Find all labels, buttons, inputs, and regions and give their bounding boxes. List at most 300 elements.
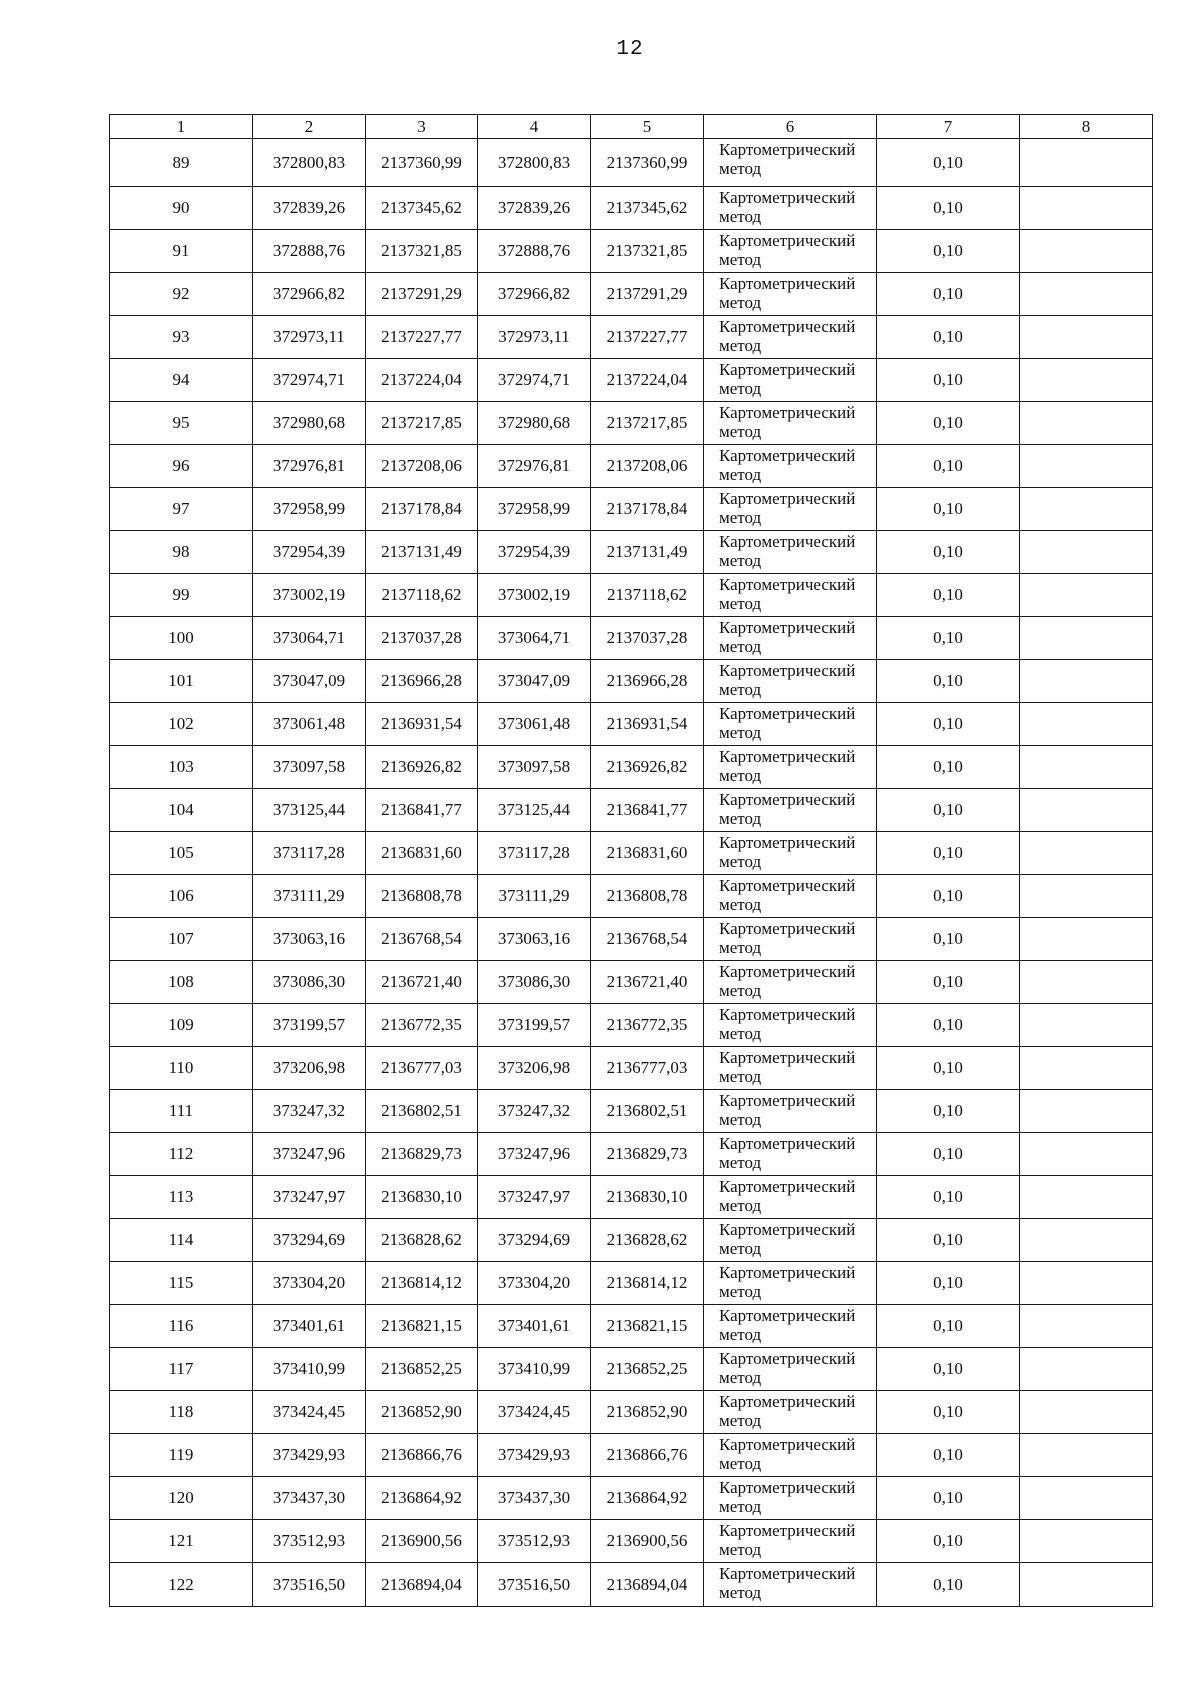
method-text-line2: метод	[719, 766, 762, 785]
y-coordinate-new-cell: 2137217,85	[591, 402, 704, 445]
note-cell	[1020, 789, 1153, 832]
note-cell	[1020, 139, 1153, 187]
note-cell	[1020, 1219, 1153, 1262]
page-number: 12	[616, 38, 644, 61]
x-coordinate-new-cell: 372839,26	[478, 187, 591, 230]
x-coordinate-new-cell: 373424,45	[478, 1391, 591, 1434]
accuracy-cell: 0,10	[877, 703, 1020, 746]
table-row	[110, 961, 1153, 1004]
accuracy-cell: 0,10	[877, 1219, 1020, 1262]
method-text-line1: Картометрический	[719, 833, 856, 852]
x-coordinate-new-cell: 373125,44	[478, 789, 591, 832]
point-number-cell: 114	[110, 1219, 253, 1262]
table-row	[110, 1563, 1153, 1607]
point-number-cell: 96	[110, 445, 253, 488]
table-row	[110, 617, 1153, 660]
x-coordinate-cell: 373047,09	[253, 660, 366, 703]
point-number-cell: 95	[110, 402, 253, 445]
accuracy-cell: 0,10	[877, 832, 1020, 875]
accuracy-cell: 0,10	[877, 1262, 1020, 1305]
table-row	[110, 139, 1153, 187]
method-cell	[704, 1176, 877, 1219]
point-number-cell: 102	[110, 703, 253, 746]
point-number-cell: 117	[110, 1348, 253, 1391]
method-text-line1: Картометрический	[719, 1177, 856, 1196]
point-number-cell: 99	[110, 574, 253, 617]
method-cell	[704, 875, 877, 918]
y-coordinate-new-cell: 2136900,56	[591, 1520, 704, 1563]
note-cell	[1020, 230, 1153, 273]
accuracy-cell: 0,10	[877, 531, 1020, 574]
note-cell	[1020, 316, 1153, 359]
table-row	[110, 1348, 1153, 1391]
note-cell	[1020, 1434, 1153, 1477]
y-coordinate-cell: 2136866,76	[366, 1434, 478, 1477]
x-coordinate-cell: 373199,57	[253, 1004, 366, 1047]
x-coordinate-cell: 373437,30	[253, 1477, 366, 1520]
y-coordinate-cell: 2136926,82	[366, 746, 478, 789]
accuracy-cell: 0,10	[877, 316, 1020, 359]
y-coordinate-new-cell: 2137178,84	[591, 488, 704, 531]
column-header: 4	[478, 115, 591, 139]
coordinates-table	[109, 114, 1153, 1607]
point-number-cell: 90	[110, 187, 253, 230]
point-number-cell: 101	[110, 660, 253, 703]
y-coordinate-cell: 2136852,25	[366, 1348, 478, 1391]
note-cell	[1020, 445, 1153, 488]
table-row	[110, 789, 1153, 832]
accuracy-cell: 0,10	[877, 574, 1020, 617]
x-coordinate-new-cell: 373086,30	[478, 961, 591, 1004]
note-cell	[1020, 359, 1153, 402]
method-text-line1: Картометрический	[719, 532, 856, 551]
accuracy-cell: 0,10	[877, 1477, 1020, 1520]
x-coordinate-new-cell: 373304,20	[478, 1262, 591, 1305]
table-row	[110, 488, 1153, 531]
note-cell	[1020, 660, 1153, 703]
note-cell	[1020, 746, 1153, 789]
x-coordinate-new-cell: 373512,93	[478, 1520, 591, 1563]
table-row	[110, 918, 1153, 961]
method-text-line2: метод	[719, 159, 762, 178]
method-text-line2: метод	[719, 250, 762, 269]
method-text-line2: метод	[719, 1325, 762, 1344]
y-coordinate-new-cell: 2136852,90	[591, 1391, 704, 1434]
x-coordinate-new-cell: 373117,28	[478, 832, 591, 875]
column-header: 3	[366, 115, 478, 139]
method-text-line1: Картометрический	[719, 1220, 856, 1239]
y-coordinate-new-cell: 2137345,62	[591, 187, 704, 230]
y-coordinate-cell: 2136777,03	[366, 1047, 478, 1090]
x-coordinate-new-cell: 372974,71	[478, 359, 591, 402]
x-coordinate-new-cell: 372973,11	[478, 316, 591, 359]
method-text-line2: метод	[719, 551, 762, 570]
method-cell	[704, 746, 877, 789]
accuracy-cell: 0,10	[877, 1305, 1020, 1348]
y-coordinate-new-cell: 2137227,77	[591, 316, 704, 359]
point-number-cell: 110	[110, 1047, 253, 1090]
method-text-line2: метод	[719, 895, 762, 914]
x-coordinate-new-cell: 372980,68	[478, 402, 591, 445]
note-cell	[1020, 531, 1153, 574]
method-cell	[704, 488, 877, 531]
accuracy-cell: 0,10	[877, 1176, 1020, 1219]
x-coordinate-new-cell: 373061,48	[478, 703, 591, 746]
point-number-cell: 91	[110, 230, 253, 273]
method-text-line2: метод	[719, 723, 762, 742]
column-header: 8	[1020, 115, 1153, 139]
accuracy-cell: 0,10	[877, 1434, 1020, 1477]
method-text-line1: Картометрический	[719, 575, 856, 594]
y-coordinate-new-cell: 2137291,29	[591, 273, 704, 316]
y-coordinate-cell: 2136831,60	[366, 832, 478, 875]
method-text-line1: Картометрический	[719, 1048, 856, 1067]
point-number-cell: 116	[110, 1305, 253, 1348]
x-coordinate-new-cell: 373401,61	[478, 1305, 591, 1348]
method-text-line1: Картометрический	[719, 231, 856, 250]
x-coordinate-cell: 373064,71	[253, 617, 366, 660]
y-coordinate-new-cell: 2136830,10	[591, 1176, 704, 1219]
x-coordinate-new-cell: 373294,69	[478, 1219, 591, 1262]
y-coordinate-new-cell: 2137037,28	[591, 617, 704, 660]
x-coordinate-new-cell: 372958,99	[478, 488, 591, 531]
note-cell	[1020, 1305, 1153, 1348]
x-coordinate-cell: 373401,61	[253, 1305, 366, 1348]
method-cell	[704, 402, 877, 445]
x-coordinate-new-cell: 373199,57	[478, 1004, 591, 1047]
table-row	[110, 1219, 1153, 1262]
method-text-line1: Картометрический	[719, 274, 856, 293]
method-text-line1: Картометрический	[719, 360, 856, 379]
method-text-line2: метод	[719, 1454, 762, 1473]
x-coordinate-new-cell: 372800,83	[478, 139, 591, 187]
x-coordinate-cell: 373410,99	[253, 1348, 366, 1391]
point-number-cell: 113	[110, 1176, 253, 1219]
x-coordinate-cell: 372976,81	[253, 445, 366, 488]
y-coordinate-new-cell: 2136821,15	[591, 1305, 704, 1348]
table-row	[110, 660, 1153, 703]
method-text-line2: метод	[719, 1282, 762, 1301]
point-number-cell: 105	[110, 832, 253, 875]
y-coordinate-new-cell: 2137131,49	[591, 531, 704, 574]
y-coordinate-cell: 2136841,77	[366, 789, 478, 832]
method-text-line1: Картометрический	[719, 962, 856, 981]
x-coordinate-cell: 373086,30	[253, 961, 366, 1004]
method-text-line1: Картометрический	[719, 1521, 856, 1540]
x-coordinate-new-cell: 373064,71	[478, 617, 591, 660]
method-text-line1: Картометрический	[719, 1091, 856, 1110]
method-cell	[704, 1047, 877, 1090]
method-text-line1: Картометрический	[719, 1306, 856, 1325]
x-coordinate-new-cell: 373111,29	[478, 875, 591, 918]
method-text-line1: Картометрический	[719, 876, 856, 895]
method-cell	[704, 617, 877, 660]
table-row	[110, 230, 1153, 273]
y-coordinate-cell: 2136830,10	[366, 1176, 478, 1219]
x-coordinate-new-cell: 373002,19	[478, 574, 591, 617]
method-cell	[704, 1391, 877, 1434]
method-text-line2: метод	[719, 422, 762, 441]
y-coordinate-cell: 2136852,90	[366, 1391, 478, 1434]
method-cell	[704, 1563, 877, 1607]
method-text-line1: Картометрический	[719, 661, 856, 680]
table-row	[110, 1090, 1153, 1133]
point-number-cell: 97	[110, 488, 253, 531]
y-coordinate-cell: 2137178,84	[366, 488, 478, 531]
method-text-line2: метод	[719, 336, 762, 355]
method-text-line1: Картометрический	[719, 1478, 856, 1497]
y-coordinate-new-cell: 2136772,35	[591, 1004, 704, 1047]
y-coordinate-new-cell: 2136831,60	[591, 832, 704, 875]
y-coordinate-cell: 2137321,85	[366, 230, 478, 273]
y-coordinate-new-cell: 2137224,04	[591, 359, 704, 402]
method-cell	[704, 273, 877, 316]
point-number-cell: 122	[110, 1563, 253, 1607]
method-cell	[704, 531, 877, 574]
method-text-line2: метод	[719, 1497, 762, 1516]
x-coordinate-cell: 373247,32	[253, 1090, 366, 1133]
x-coordinate-cell: 372888,76	[253, 230, 366, 273]
x-coordinate-cell: 373247,97	[253, 1176, 366, 1219]
y-coordinate-cell: 2136808,78	[366, 875, 478, 918]
method-text-line1: Картометрический	[719, 140, 856, 159]
x-coordinate-new-cell: 373247,96	[478, 1133, 591, 1176]
method-text-line2: метод	[719, 508, 762, 527]
x-coordinate-new-cell: 373429,93	[478, 1434, 591, 1477]
y-coordinate-new-cell: 2136894,04	[591, 1563, 704, 1607]
y-coordinate-cell: 2136814,12	[366, 1262, 478, 1305]
method-text-line1: Картометрический	[719, 188, 856, 207]
column-header: 5	[591, 115, 704, 139]
method-text-line1: Картометрический	[719, 489, 856, 508]
note-cell	[1020, 187, 1153, 230]
method-text-line1: Картометрический	[719, 1564, 856, 1583]
x-coordinate-cell: 373304,20	[253, 1262, 366, 1305]
method-text-line1: Картометрический	[719, 1134, 856, 1153]
method-text-line1: Картометрический	[719, 446, 856, 465]
table-row	[110, 402, 1153, 445]
x-coordinate-new-cell: 373247,32	[478, 1090, 591, 1133]
method-text-line1: Картометрический	[719, 403, 856, 422]
method-cell	[704, 574, 877, 617]
method-cell	[704, 703, 877, 746]
accuracy-cell: 0,10	[877, 1090, 1020, 1133]
note-cell	[1020, 703, 1153, 746]
accuracy-cell: 0,10	[877, 660, 1020, 703]
accuracy-cell: 0,10	[877, 1004, 1020, 1047]
accuracy-cell: 0,10	[877, 1391, 1020, 1434]
x-coordinate-cell: 373206,98	[253, 1047, 366, 1090]
point-number-cell: 93	[110, 316, 253, 359]
y-coordinate-cell: 2136828,62	[366, 1219, 478, 1262]
method-cell	[704, 1305, 877, 1348]
y-coordinate-cell: 2136966,28	[366, 660, 478, 703]
accuracy-cell: 0,10	[877, 187, 1020, 230]
x-coordinate-cell: 372839,26	[253, 187, 366, 230]
x-coordinate-new-cell: 373247,97	[478, 1176, 591, 1219]
note-cell	[1020, 617, 1153, 660]
note-cell	[1020, 1090, 1153, 1133]
y-coordinate-cell: 2137224,04	[366, 359, 478, 402]
method-text-line2: метод	[719, 379, 762, 398]
note-cell	[1020, 961, 1153, 1004]
accuracy-cell: 0,10	[877, 1520, 1020, 1563]
table-row	[110, 1477, 1153, 1520]
x-coordinate-cell: 373424,45	[253, 1391, 366, 1434]
method-cell	[704, 1219, 877, 1262]
method-text-line2: метод	[719, 1196, 762, 1215]
x-coordinate-cell: 373294,69	[253, 1219, 366, 1262]
table-row	[110, 1434, 1153, 1477]
table-row	[110, 187, 1153, 230]
y-coordinate-new-cell: 2136931,54	[591, 703, 704, 746]
table-row	[110, 1176, 1153, 1219]
accuracy-cell: 0,10	[877, 445, 1020, 488]
x-coordinate-cell: 372974,71	[253, 359, 366, 402]
point-number-cell: 118	[110, 1391, 253, 1434]
table-row	[110, 1520, 1153, 1563]
method-text-line1: Картометрический	[719, 1005, 856, 1024]
method-cell	[704, 789, 877, 832]
x-coordinate-cell: 373516,50	[253, 1563, 366, 1607]
note-cell	[1020, 1391, 1153, 1434]
method-text-line1: Картометрический	[719, 747, 856, 766]
y-coordinate-cell: 2136802,51	[366, 1090, 478, 1133]
method-cell	[704, 1520, 877, 1563]
table-row	[110, 875, 1153, 918]
method-cell	[704, 359, 877, 402]
x-coordinate-cell: 372800,83	[253, 139, 366, 187]
table-row	[110, 832, 1153, 875]
x-coordinate-cell: 373512,93	[253, 1520, 366, 1563]
y-coordinate-new-cell: 2136802,51	[591, 1090, 704, 1133]
x-coordinate-cell: 373002,19	[253, 574, 366, 617]
x-coordinate-cell: 372966,82	[253, 273, 366, 316]
x-coordinate-cell: 372980,68	[253, 402, 366, 445]
method-text-line1: Картометрический	[719, 618, 856, 637]
table-row	[110, 1262, 1153, 1305]
method-text-line2: метод	[719, 1239, 762, 1258]
y-coordinate-new-cell: 2136721,40	[591, 961, 704, 1004]
method-text-line2: метод	[719, 207, 762, 226]
note-cell	[1020, 488, 1153, 531]
point-number-cell: 98	[110, 531, 253, 574]
x-coordinate-new-cell: 372954,39	[478, 531, 591, 574]
method-cell	[704, 918, 877, 961]
note-cell	[1020, 832, 1153, 875]
method-cell	[704, 1004, 877, 1047]
accuracy-cell: 0,10	[877, 1047, 1020, 1090]
point-number-cell: 108	[110, 961, 253, 1004]
point-number-cell: 104	[110, 789, 253, 832]
note-cell	[1020, 1047, 1153, 1090]
y-coordinate-cell: 2137345,62	[366, 187, 478, 230]
y-coordinate-cell: 2136894,04	[366, 1563, 478, 1607]
y-coordinate-new-cell: 2136808,78	[591, 875, 704, 918]
method-cell	[704, 660, 877, 703]
y-coordinate-new-cell: 2136828,62	[591, 1219, 704, 1262]
method-text-line1: Картометрический	[719, 1263, 856, 1282]
method-cell	[704, 187, 877, 230]
method-cell	[704, 1090, 877, 1133]
x-coordinate-new-cell: 373206,98	[478, 1047, 591, 1090]
y-coordinate-cell: 2137208,06	[366, 445, 478, 488]
table-row	[110, 316, 1153, 359]
accuracy-cell: 0,10	[877, 359, 1020, 402]
point-number-cell: 107	[110, 918, 253, 961]
y-coordinate-new-cell: 2136814,12	[591, 1262, 704, 1305]
method-text-line2: метод	[719, 465, 762, 484]
point-number-cell: 109	[110, 1004, 253, 1047]
y-coordinate-new-cell: 2136926,82	[591, 746, 704, 789]
y-coordinate-cell: 2136721,40	[366, 961, 478, 1004]
method-text-line2: метод	[719, 938, 762, 957]
method-text-line2: метод	[719, 852, 762, 871]
method-text-line1: Картометрический	[719, 1435, 856, 1454]
column-header: 6	[704, 115, 877, 139]
method-text-line1: Картометрический	[719, 317, 856, 336]
method-cell	[704, 316, 877, 359]
method-text-line2: метод	[719, 1411, 762, 1430]
table-row	[110, 1305, 1153, 1348]
method-text-line1: Картометрический	[719, 704, 856, 723]
note-cell	[1020, 1262, 1153, 1305]
method-cell	[704, 139, 877, 187]
table-row	[110, 273, 1153, 316]
method-text-line2: метод	[719, 809, 762, 828]
method-text-line2: метод	[719, 1368, 762, 1387]
accuracy-cell: 0,10	[877, 918, 1020, 961]
y-coordinate-new-cell: 2137360,99	[591, 139, 704, 187]
y-coordinate-cell: 2136768,54	[366, 918, 478, 961]
x-coordinate-new-cell: 373063,16	[478, 918, 591, 961]
x-coordinate-cell: 373117,28	[253, 832, 366, 875]
point-number-cell: 103	[110, 746, 253, 789]
table-row	[110, 445, 1153, 488]
y-coordinate-new-cell: 2137118,62	[591, 574, 704, 617]
y-coordinate-cell: 2137291,29	[366, 273, 478, 316]
table-row	[110, 359, 1153, 402]
note-cell	[1020, 1477, 1153, 1520]
note-cell	[1020, 1176, 1153, 1219]
x-coordinate-new-cell: 372966,82	[478, 273, 591, 316]
y-coordinate-cell: 2137217,85	[366, 402, 478, 445]
y-coordinate-new-cell: 2136966,28	[591, 660, 704, 703]
method-cell	[704, 445, 877, 488]
method-cell	[704, 1477, 877, 1520]
note-cell	[1020, 918, 1153, 961]
point-number-cell: 94	[110, 359, 253, 402]
x-coordinate-new-cell: 372976,81	[478, 445, 591, 488]
note-cell	[1020, 1520, 1153, 1563]
accuracy-cell: 0,10	[877, 789, 1020, 832]
accuracy-cell: 0,10	[877, 488, 1020, 531]
x-coordinate-cell: 373247,96	[253, 1133, 366, 1176]
y-coordinate-new-cell: 2136866,76	[591, 1434, 704, 1477]
method-cell	[704, 961, 877, 1004]
method-text-line2: метод	[719, 594, 762, 613]
column-header: 1	[110, 115, 253, 139]
accuracy-cell: 0,10	[877, 273, 1020, 316]
method-text-line2: метод	[719, 1153, 762, 1172]
table-row	[110, 1004, 1153, 1047]
method-text-line2: метод	[719, 981, 762, 1000]
y-coordinate-new-cell: 2137321,85	[591, 230, 704, 273]
note-cell	[1020, 1133, 1153, 1176]
method-text-line2: метод	[719, 1583, 762, 1602]
note-cell	[1020, 402, 1153, 445]
y-coordinate-new-cell: 2136841,77	[591, 789, 704, 832]
